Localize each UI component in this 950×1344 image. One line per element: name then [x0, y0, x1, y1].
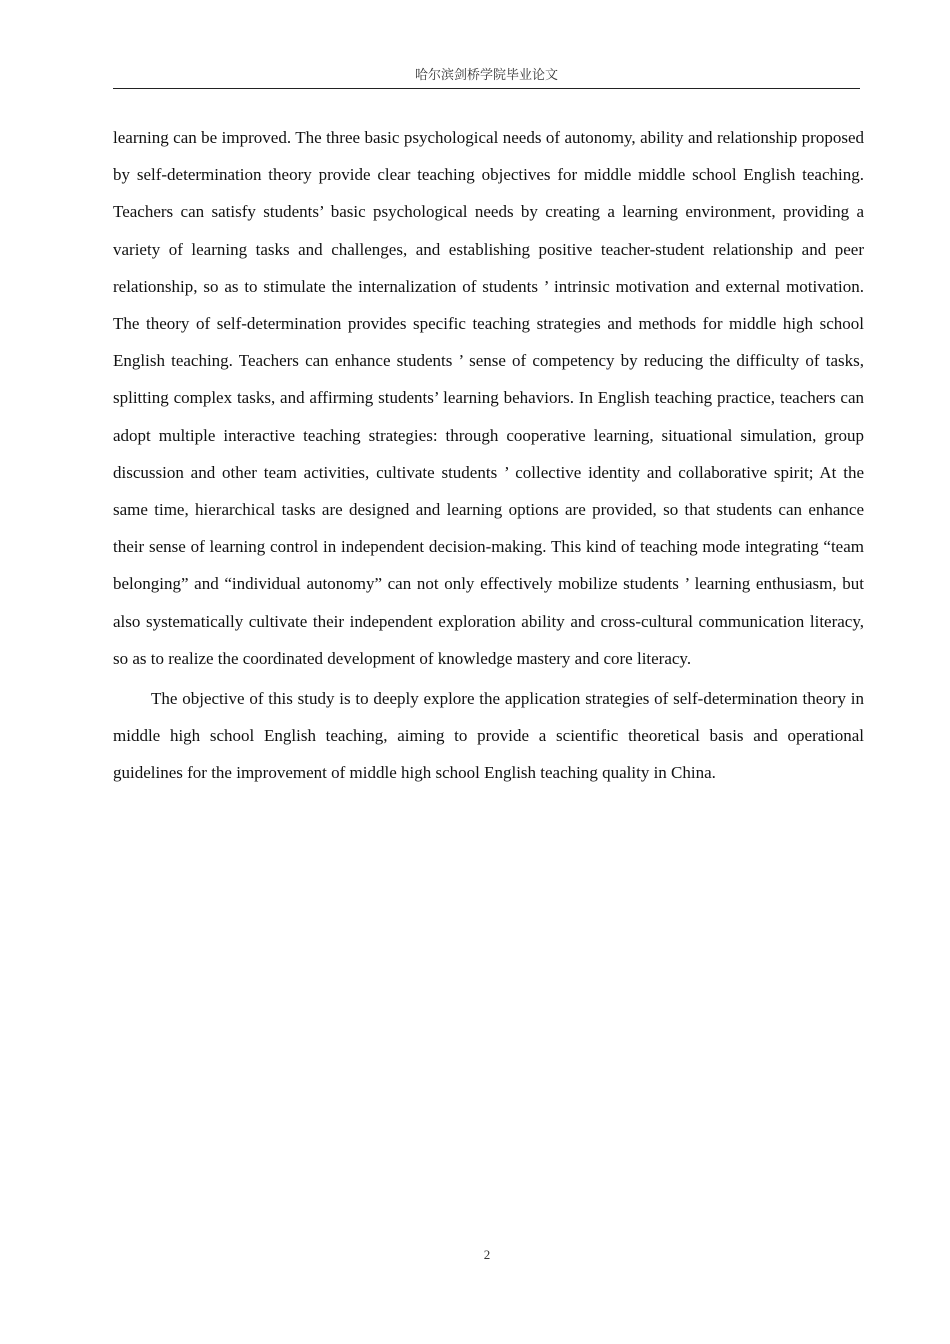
body-paragraph-2: The objective of this study is to deeply explore the application strategies of self-determination theory in middle high school English teaching, aiming to provide a scientific theoretical basis and operational guidelines for the improvement of middle high school English teaching quality in China.	[113, 689, 864, 783]
body-paragraph-1: learning can be improved. The three basic psychological needs of autonomy, ability and relationship proposed by self-determination theory provide clear teaching objectives for middle middle school English teaching. Teachers can satisfy students’ basic psychological needs by creating a learning environment, providing a variety of learning tasks and challenges, and establishing positive teacher-student relationship and peer relationship, so as to stimulate the internalization of students ’ intrinsic motivation and external motivation. The theory of self-determination provides specific teaching strategies and methods for middle high school English teaching. Teachers can enhance students ’ sense of competency by reducing the difficulty of tasks, splitting complex tasks, and affirming students’ learning behaviors. In English teaching practice, teachers can adopt multiple interactive teaching strategies: through cooperative learning, situational simulation, group discussion and other team activities, cultivate students ’ collective identity and collaborative spirit; At the same time, hierarchical tasks are designed and learning options are provided, so that students can enhance their sense of learning control in independent decision-making. This kind of teaching mode integrating “team belonging” and “individual autonomy” can not only effectively mobilize students ’ learning enthusiasm, but also systematically cultivate their independent exploration ability and cross-cultural communication literacy, so as to realize the coordinated development of knowledge mastery and core literacy.	[113, 128, 864, 668]
page-header	[113, 66, 860, 89]
document-body	[113, 119, 864, 792]
page-number: 2	[483, 1247, 491, 1262]
header-title: 哈尔滨剑桥学院毕业论文	[414, 68, 558, 83]
